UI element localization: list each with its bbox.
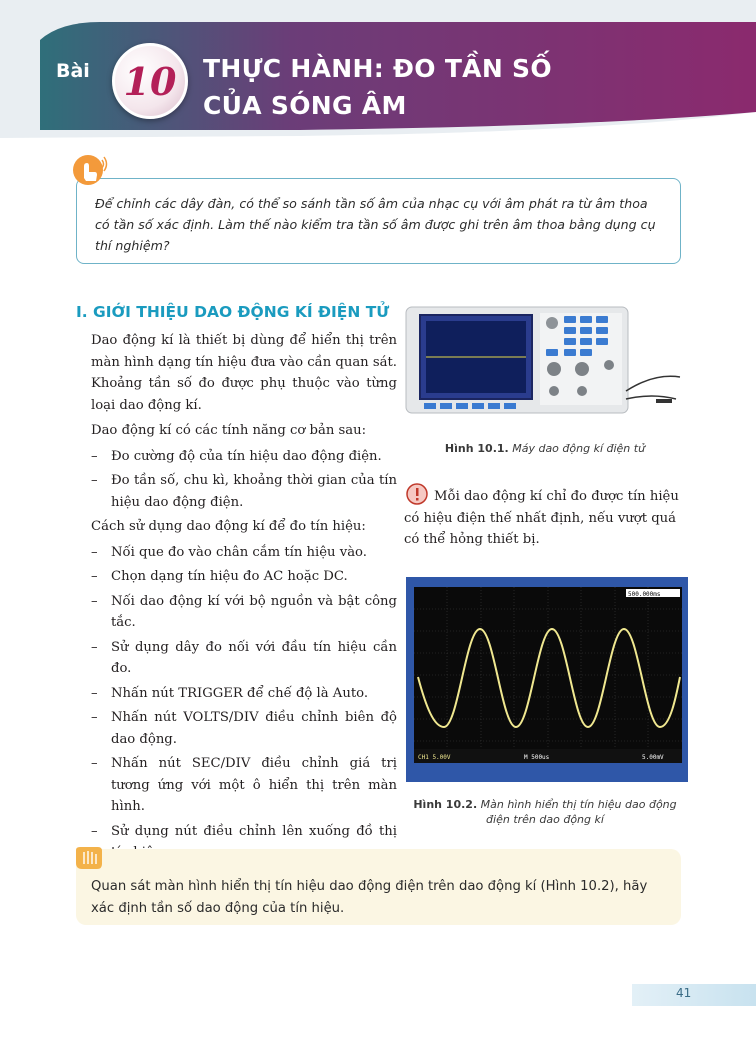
list-item: – Nối que đo vào chân cắm tín hiệu vào. xyxy=(91,542,397,564)
figure2-caption-line1 xyxy=(404,797,686,812)
figure2-label: Hình 10.2. xyxy=(413,798,478,811)
list-item: – Nhấn nút VOLTS/DIV điều chỉnh biên độ dao động. xyxy=(91,707,397,750)
list-item: – Nhấn nút TRIGGER để chế độ là Auto. xyxy=(91,683,397,705)
steps-list xyxy=(91,542,397,864)
list-item: – Đo tần số, chu kì, khoảng thời gian của tín hiệu dao động điện. xyxy=(91,470,397,513)
intro-paragraph: Dao động kí là thiết bị dùng để hiển thị trên màn hình dạng tín hiệu đưa vào cần quan sát. Khoảng tần số đo được phụ thuộc vào từng loại dao động kí. xyxy=(91,333,397,413)
list-item: – Đo cường độ của tín hiệu dao động điện. xyxy=(91,446,397,468)
figure2-caption-text2: điện trên dao động kí xyxy=(486,813,604,826)
lesson-number: 10 xyxy=(123,58,177,104)
hand-icon xyxy=(74,846,104,870)
figure1-caption-text: Máy dao động kí điện tử xyxy=(512,442,646,455)
list-item: – Sử dụng nút điều chỉnh lên xuống đồ thị xyxy=(91,821,397,864)
task-text: Quan sát màn hình hiển thị tín hiệu dao động điện trên dao động kí (Hình 10.2), hãy xác định tần số dao động của tín hiệu. xyxy=(91,879,648,916)
page-number: 41 xyxy=(676,986,692,1000)
lesson-header xyxy=(0,0,756,140)
oscilloscope-device-image xyxy=(404,303,686,415)
hand-pointer-icon xyxy=(70,152,110,192)
lesson-title-line2: CỦA SÓNG ÂM xyxy=(203,91,407,120)
list-item: – Chọn dạng tín hiệu đo AC hoặc DC. xyxy=(91,566,397,588)
figure1-label: Hình 10.1. xyxy=(444,442,509,455)
lesson-title-line1: THỰC HÀNH: ĐO TẦN SỐ xyxy=(203,54,552,83)
screen-time-readout: 500.000ms xyxy=(628,591,661,598)
lesson-word: Bài xyxy=(56,60,90,82)
warning-note: Mỗi dao động kí chỉ đo được tín hiệu có hiệu điện thế nhất định, nếu vượt quá có thể hỏng thiết bị. xyxy=(404,489,679,547)
body-column xyxy=(91,330,397,867)
oscilloscope-screen-image xyxy=(406,577,688,782)
figure2-caption xyxy=(404,797,686,827)
screen-trigger-readout: 5.00mV xyxy=(642,754,664,761)
lesson-title xyxy=(203,50,552,124)
features-lead: Dao động kí có các tính năng cơ bản sau: xyxy=(91,423,367,438)
list-item: – Nối dao động kí với bộ nguồn và bật công tắc. xyxy=(91,591,397,634)
figure2-caption-text1: Màn hình hiển thị tín hiệu dao động xyxy=(480,798,677,811)
figure2-caption-line2 xyxy=(404,812,686,827)
screen-channel-readout: CH1 5.00V xyxy=(418,754,451,761)
steps-lead: Cách sử dụng dao động kí để đo tín hiệu: xyxy=(91,519,366,534)
lesson-number-badge xyxy=(112,43,188,119)
section-heading: I. GIỚI THIỆU DAO ĐỘNG KÍ ĐIỆN TỬ xyxy=(76,303,390,321)
figure1-caption xyxy=(404,441,686,456)
page-number-tab xyxy=(632,984,756,1006)
features-list xyxy=(91,446,397,514)
intro-question: Để chỉnh các dây đàn, có thể so sánh tần số âm của nhạc cụ với âm phát ra từ âm thoa có tần số xác định. Làm thế nào kiểm tra tần số âm được ghi trên âm thoa bằng dụng cụ thí nghiệm? xyxy=(95,196,656,253)
list-item: – Nhấn nút SEC/DIV điều chỉnh giá trị tương ứng với một ô hiển thị trên màn hình. xyxy=(91,753,397,818)
list-item: – Sử dụng dây đo nối với đầu tín hiệu cần đo. xyxy=(91,637,397,680)
screen-timebase-readout: M 500us xyxy=(524,754,550,761)
